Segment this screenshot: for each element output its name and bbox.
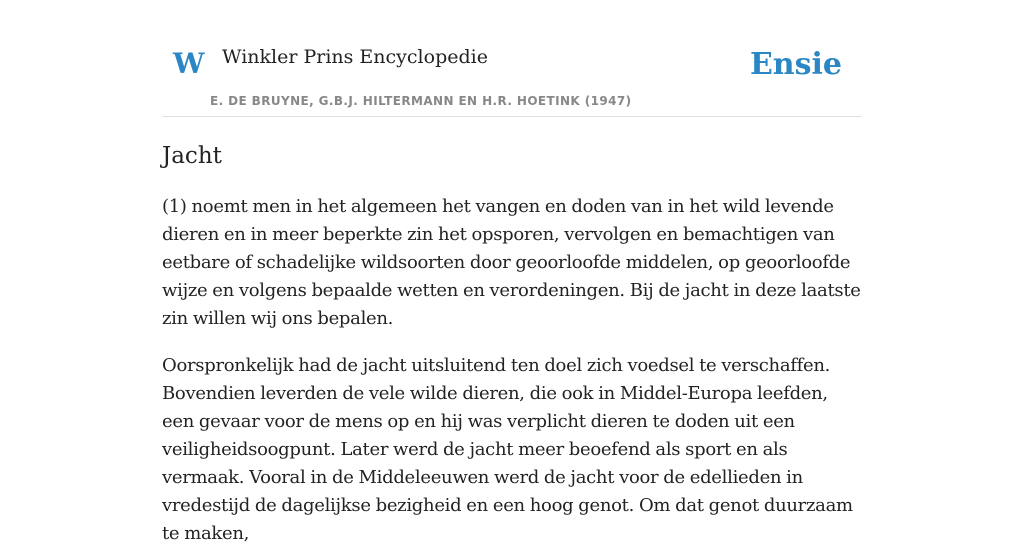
ensie-logo[interactable]: Ensie: [749, 47, 842, 82]
entry-paragraph: (1) noemt men in het algemeen het vangen en doden van in het wild levende dieren en in meer beperkte zin het opsporen, vervolgen en bemachtigen van eetbare of schadelijke wildsoorten door geoorloofde middelen, op geoorloofde wijze en volgens bepaalde wetten en verordeningen. Bij de jacht in deze laatste zin willen wij ons bepalen.: [162, 196, 861, 329]
entry-title: Jacht: [162, 143, 222, 169]
source-title: Winkler Prins Encyclopedie: [222, 46, 488, 68]
source-authors: E. DE BRUYNE, G.B.J. HILTERMANN EN H.R. HOETINK (1947): [210, 94, 632, 108]
winkler-prins-logo[interactable]: W: [173, 47, 205, 80]
header: [162, 0, 862, 117]
page: [162, 0, 862, 548]
entry-paragraph: Oorspronkelijk had de jacht uitsluitend ten doel zich voedsel te verschaffen. Bovendien leverden de vele wilde dieren, die ook in Middel-Europa leefden, een gevaar voor de mens op en hij was verplicht dieren te doden uit een veiligheidsoogpunt. Later werd de jacht meer beoefend als sport en als vermaak. Vooral in de Middeleeuwen werd de jacht voor de edellieden in vredestijd de dagelijkse bezigheid en een hoog genot. Om dat genot duurzaam te maken,: [162, 355, 853, 544]
